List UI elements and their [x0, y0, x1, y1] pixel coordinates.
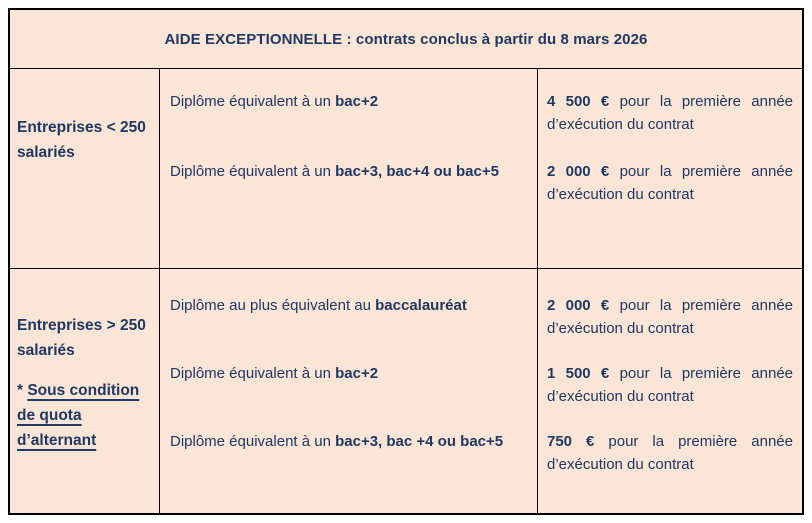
company-line: Entreprises < 250 [17, 119, 146, 136]
diploma-level: bac+2 [335, 365, 379, 382]
amount-block [547, 160, 793, 206]
amount-cell [538, 269, 802, 513]
note-text: de quota [17, 407, 82, 424]
note-text: d’alternant [17, 432, 97, 449]
table-row [10, 269, 802, 513]
company-line: salariés [17, 144, 75, 161]
note-line [17, 403, 155, 428]
company-line: Entreprises > 250 [17, 317, 146, 334]
note-line [17, 428, 155, 453]
diploma-cell [160, 269, 538, 513]
amount-value: 1 500 € [547, 365, 610, 382]
diploma-text: Diplôme au plus équivalent au [170, 297, 376, 314]
diploma-text: Diplôme équivalent à un [170, 163, 336, 180]
amount-description: pour la première année d’exécution du contrat [547, 93, 794, 133]
company-note [17, 378, 155, 453]
table-row [10, 69, 802, 269]
amount-value: 2 000 € [547, 163, 610, 180]
company-cell-large [10, 269, 160, 513]
note-text: Sous condition [27, 382, 140, 399]
note-asterisk: * [17, 382, 28, 399]
diploma-level: bac+3, bac+4 ou bac+5 [335, 163, 499, 180]
aide-exceptionnelle-table [8, 8, 804, 515]
diploma-text: Diplôme équivalent à un [170, 93, 336, 110]
table-title: AIDE EXCEPTIONNELLE : contrats conclus à partir du 8 mars 2026 [164, 30, 648, 48]
diploma-level: baccalauréat [375, 297, 467, 314]
diploma-line [170, 362, 529, 385]
amount-value: 4 500 € [547, 93, 610, 110]
diploma-level: bac+2 [335, 93, 379, 110]
amount-value: 750 € [547, 433, 595, 450]
table-header-row [10, 10, 802, 69]
amount-description: pour la première année d’exécution du contrat [547, 297, 794, 337]
amount-description: pour la première année d’exécution du contrat [547, 163, 794, 203]
amount-block [547, 362, 793, 408]
amount-block [547, 90, 793, 136]
diploma-line [170, 430, 529, 453]
note-line [17, 378, 155, 403]
diploma-cell [160, 69, 538, 268]
diploma-text: Diplôme équivalent à un [170, 433, 336, 450]
amount-description: pour la première année d’exécution du contrat [547, 433, 793, 473]
diploma-text: Diplôme équivalent à un [170, 365, 336, 382]
amount-cell [538, 69, 802, 268]
diploma-level: bac+3, bac +4 ou bac+5 [335, 433, 504, 450]
amount-block [547, 430, 793, 476]
amount-block [547, 294, 793, 340]
company-cell-small [10, 69, 160, 268]
company-line: salariés [17, 342, 75, 359]
diploma-line [170, 90, 529, 113]
amount-value: 2 000 € [547, 297, 610, 314]
diploma-line [170, 294, 529, 317]
amount-description: pour la première année d’exécution du contrat [547, 365, 794, 405]
diploma-line [170, 160, 529, 183]
